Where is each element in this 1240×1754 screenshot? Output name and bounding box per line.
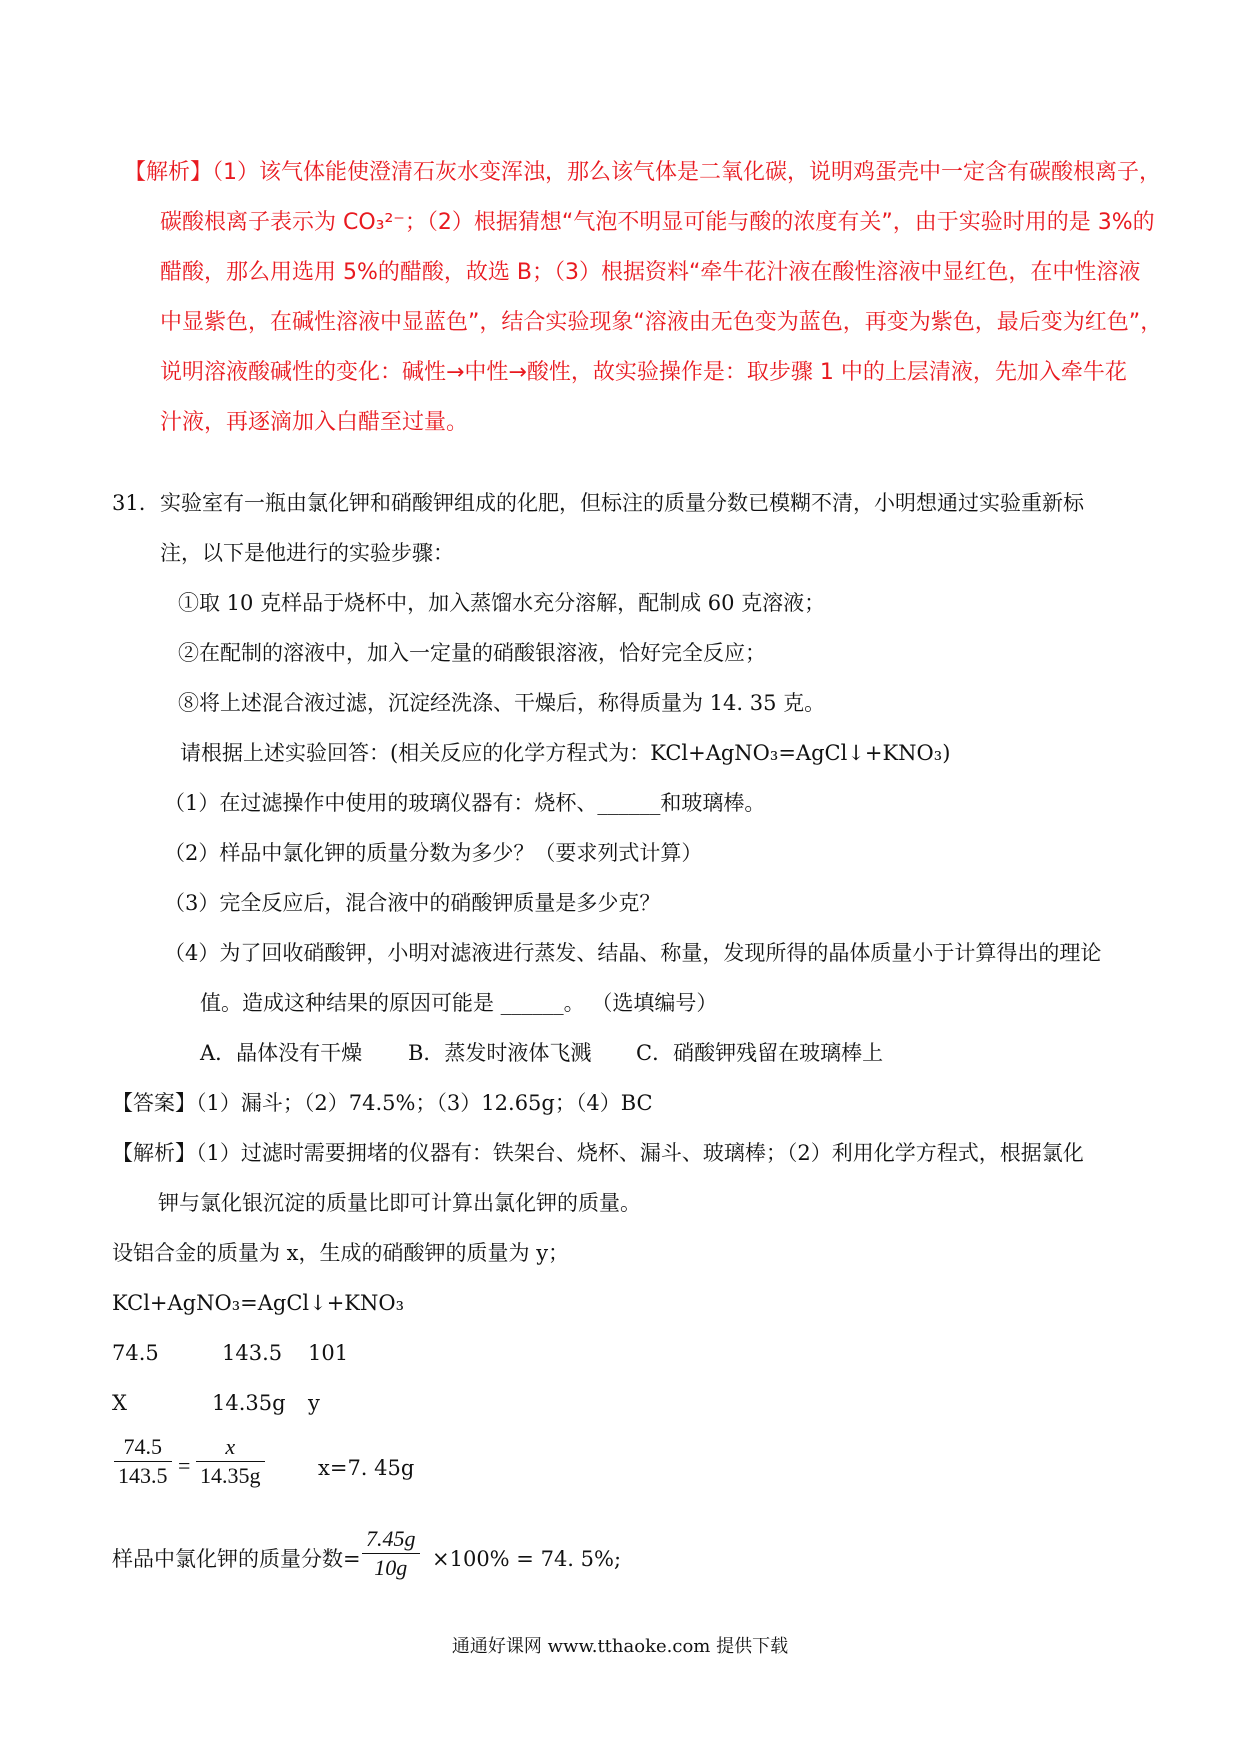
fraction-bar <box>196 1461 265 1462</box>
step-1: ①取 10 克样品于烧杯中，加入蒸馏水充分溶解，配制成 60 克溶液； <box>178 591 826 615</box>
analysis-line-2: 钾与氯化银沉淀的质量比即可计算出氯化钾的质量。 <box>158 1191 641 1215</box>
prev-analysis-text: （1）该气体能使澄清石灰水变浑浊，那么该气体是二氧化碳，说明鸡蛋壳中一定含有碳酸根离子， <box>212 160 1162 185</box>
option-c: C．硝酸钾残留在玻璃棒上 <box>636 1041 884 1065</box>
prev-analysis-line-3: 醋酸，那么用选用 5%的醋酸，故选 B；（3）根据资料“牵牛花汁液在酸性溶液中显红色，在中性溶液 <box>160 260 1141 285</box>
mass-fraction-num: 7.45g <box>366 1526 416 1551</box>
step-3: ⑧将上述混合液过滤，沉淀经洗涤、干燥后，称得质量为 14. 35 克。 <box>178 691 826 715</box>
page-footer: 通通好课网 www.tthaoke.com 提供下载 <box>451 1636 789 1657</box>
calc-setup: 设铝合金的质量为 x，生成的硝酸钾的质量为 y； <box>112 1241 570 1265</box>
result-x: x=7. 45g <box>318 1456 415 1480</box>
sub-question-1: （1）在过滤操作中使用的玻璃仪器有：烧杯、______和玻璃棒。 <box>164 791 766 815</box>
sub-question-4: （4）为了回收硝酸钾，小明对滤液进行蒸发、结晶、称量，发现所得的晶体质量小于计算得出的理论 <box>164 941 1102 965</box>
prev-analysis-line-4: 中显紫色，在碱性溶液中显蓝色”，结合实验现象“溶液由无色变为蓝色，再变为紫色，最后变为红色”， <box>160 310 1163 335</box>
prev-analysis-line-1 <box>124 158 1161 188</box>
mass-kno3: 101 <box>308 1341 349 1365</box>
answer-line <box>112 1088 653 1118</box>
sub-question-4-cont: 值。造成这种结果的原因可能是 ______。 （选填编号） <box>200 991 718 1015</box>
proportion-right-num: x <box>225 1434 236 1459</box>
analysis-line-1 <box>112 1138 1084 1168</box>
mass-agcl: 143.5 <box>222 1341 283 1365</box>
proportion-right <box>196 1434 265 1489</box>
fraction-bar <box>114 1461 172 1462</box>
analysis-text: （1）过滤时需要拥堵的仪器有：铁架台、烧杯、漏斗、玻璃棒；（2）利用化学方程式，根据氯化 <box>196 1141 1084 1165</box>
mass-fraction <box>362 1526 420 1581</box>
mass-fraction-den: 10g <box>374 1555 408 1580</box>
fraction-bar <box>362 1553 420 1554</box>
option-a: A．晶体没有干燥 <box>200 1041 363 1065</box>
var-y: y <box>308 1391 320 1415</box>
var-x: X <box>112 1391 127 1415</box>
answer-tag: 【答案】 <box>112 1091 196 1115</box>
var-agcl: 14.35g <box>212 1391 286 1415</box>
prev-analysis-line-5: 说明溶液酸碱性的变化：碱性→中性→酸性，故实验操作是：取步骤 1 中的上层清液，先加入牵牛花 <box>160 360 1127 385</box>
fraction-label: 样品中氯化钾的质量分数= <box>112 1547 361 1571</box>
question-stem-line-2: 注，以下是他进行的实验步骤： <box>160 541 454 565</box>
prev-analysis-line-6: 汁液，再逐滴加入白醋至过量。 <box>160 410 469 435</box>
calc-equation: KCl+AgNO₃=AgCl↓+KNO₃ <box>112 1291 405 1315</box>
question-prompt: 请根据上述实验回答：(相关反应的化学方程式为：KCl+AgNO₃=AgCl↓+KNO₃) <box>180 741 951 765</box>
proportion-left <box>114 1434 172 1489</box>
prev-analysis-line-2: 碳酸根离子表示为 CO₃²⁻；（2）根据猜想“气泡不明显可能与酸的浓度有关”，由于实验时用的是 3%的 <box>160 210 1155 235</box>
sub-question-3: （3）完全反应后，混合液中的硝酸钾质量是多少克？ <box>164 891 661 915</box>
sub-question-2: （2）样品中氯化钾的质量分数为多少？（要求列式计算） <box>164 841 703 865</box>
option-b: B．蒸发时液体飞溅 <box>408 1041 592 1065</box>
analysis-tag: 【解析】 <box>112 1141 196 1165</box>
proportion-equals: = <box>178 1453 191 1478</box>
mass-kcl: 74.5 <box>112 1341 159 1365</box>
question-number: 31. <box>112 491 146 515</box>
fraction-tail: ×100% = 74. 5%; <box>432 1547 622 1571</box>
prev-analysis-tag: 【解析】 <box>124 160 213 185</box>
proportion-left-num: 74.5 <box>123 1434 162 1459</box>
step-2: ②在配制的溶液中，加入一定量的硝酸银溶液，恰好完全反应； <box>178 641 766 665</box>
proportion-right-den: 14.35g <box>200 1463 261 1488</box>
answer-text: （1）漏斗；（2）74.5%；（3）12.65g；（4）BC <box>196 1091 653 1115</box>
proportion-left-den: 143.5 <box>118 1463 168 1488</box>
question-stem-line-1: 实验室有一瓶由氯化钾和硝酸钾组成的化肥，但标注的质量分数已模糊不清，小明想通过实验重新标 <box>160 491 1084 515</box>
